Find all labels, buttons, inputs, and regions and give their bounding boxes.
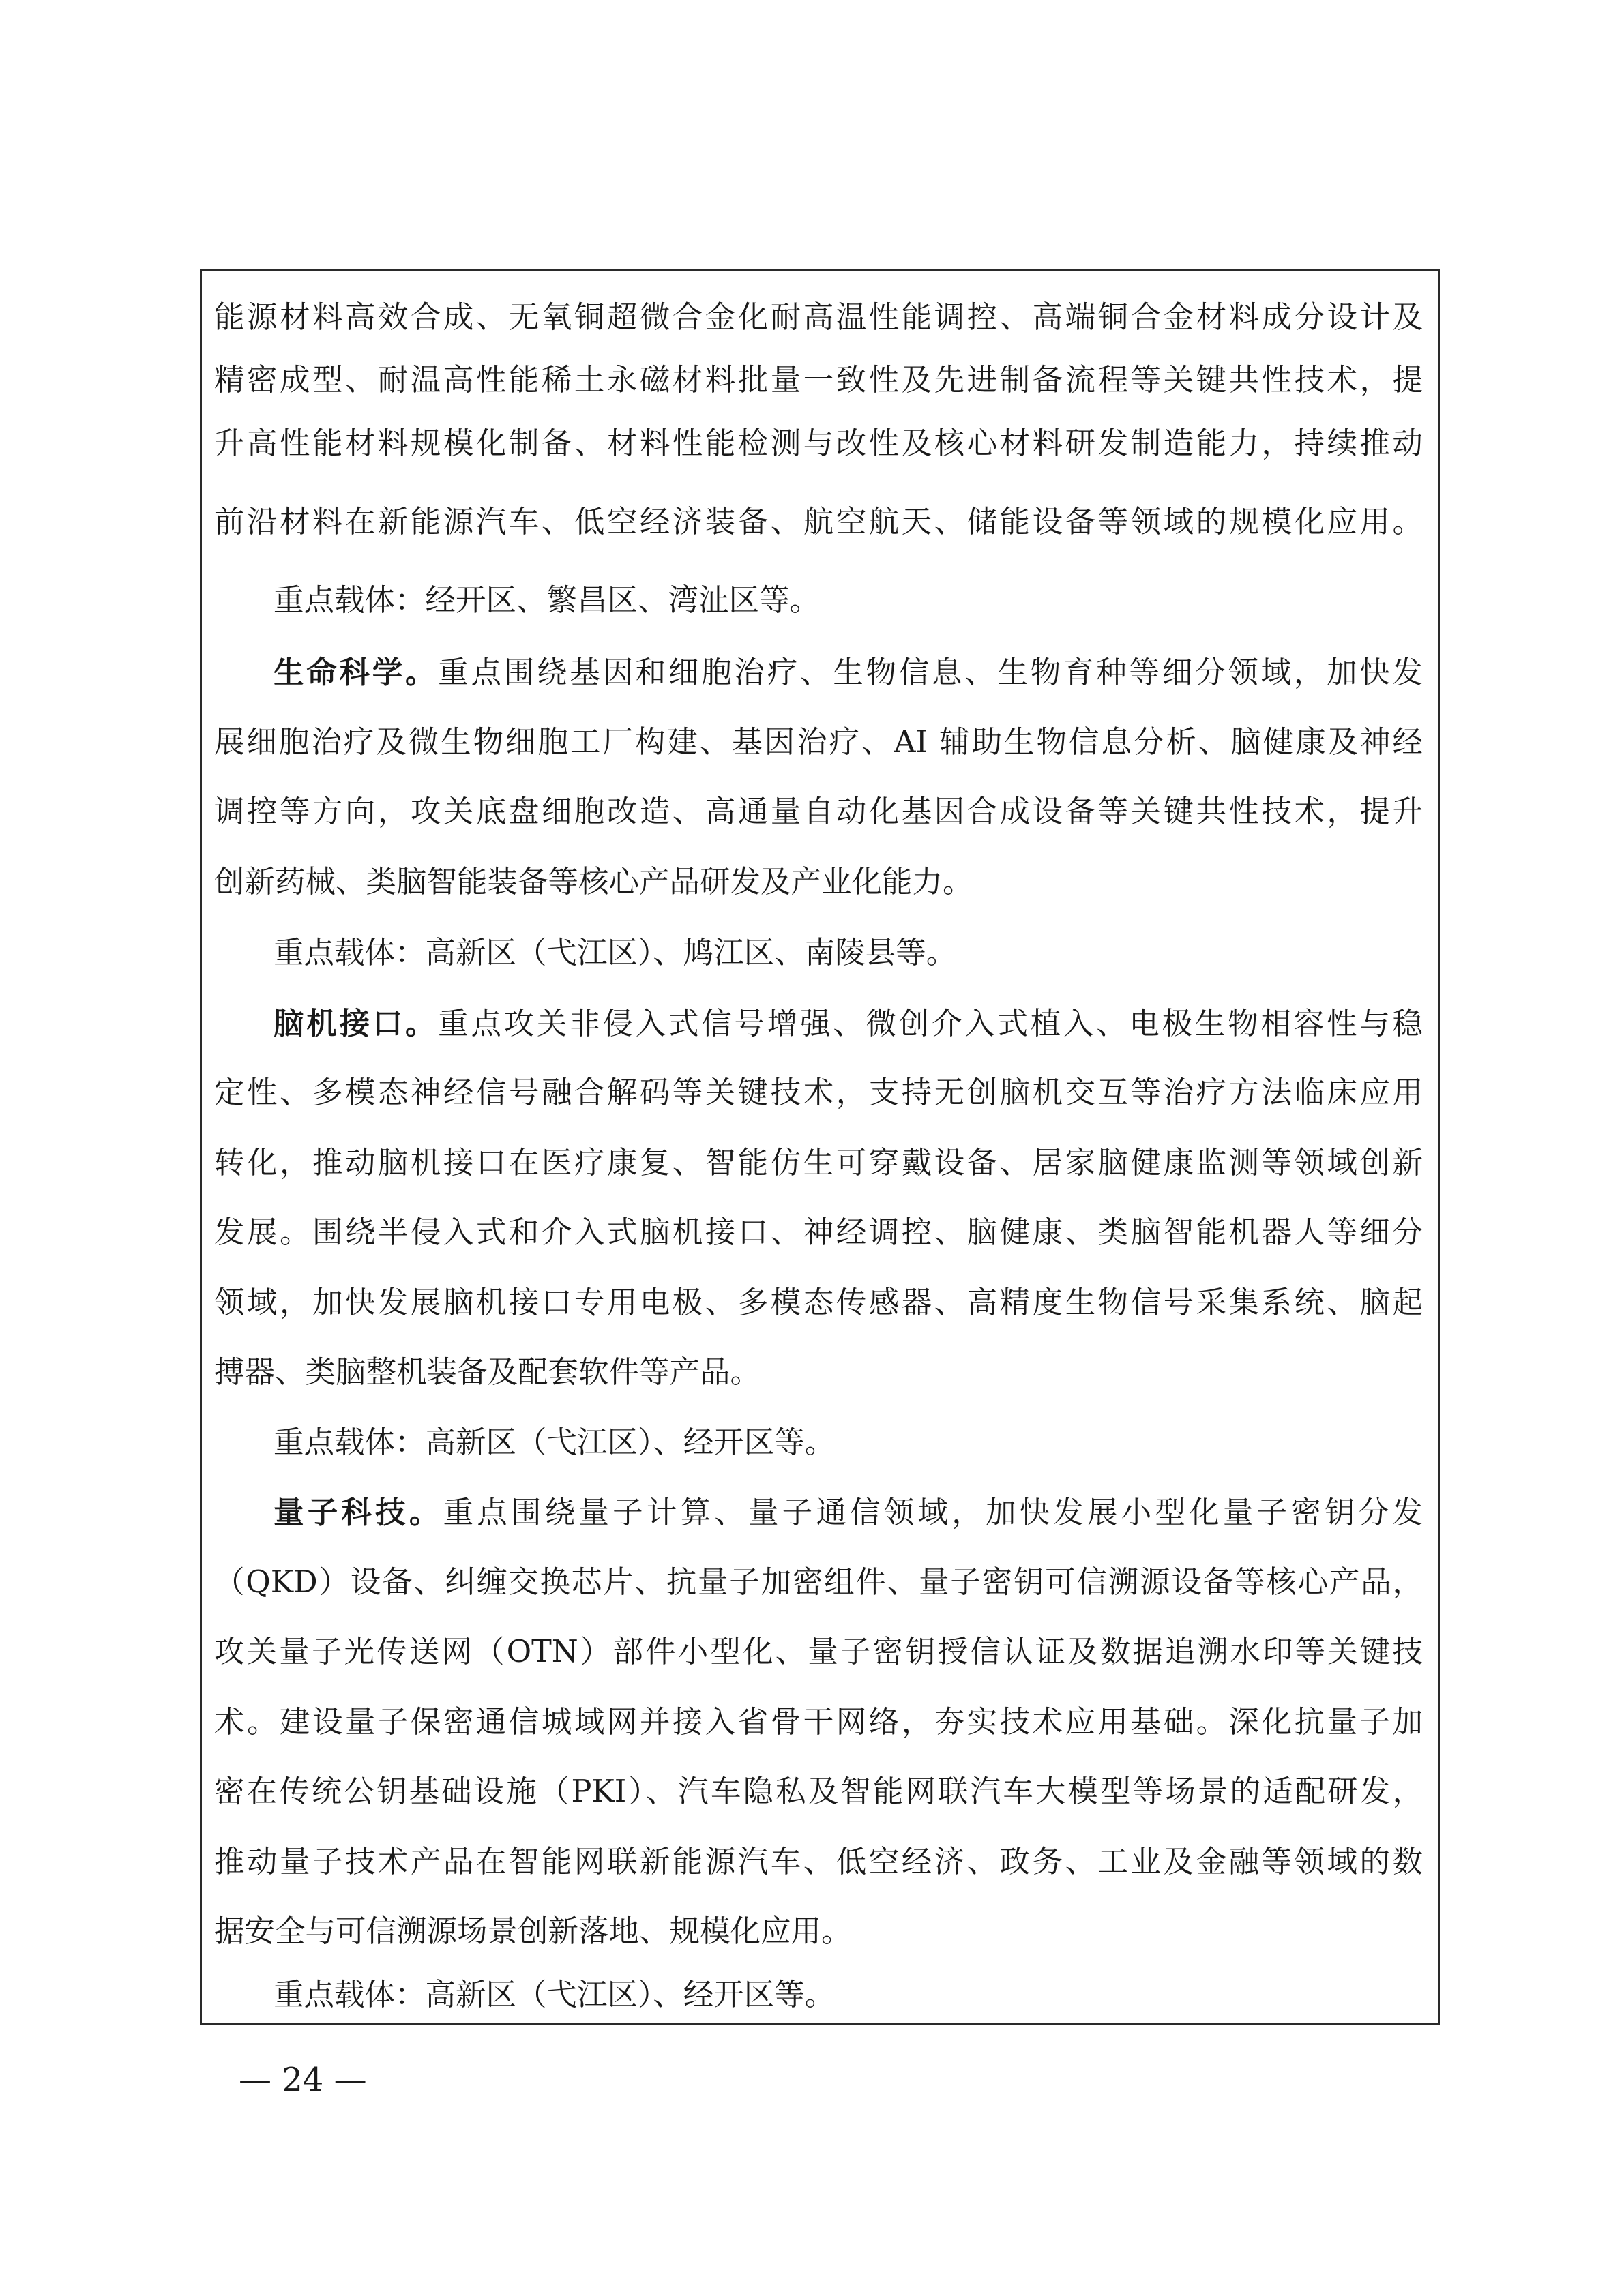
paragraph-line: 推动量子技术产品在智能网联新能源汽车、低空经济、政务、工业及金融等领域的数 (214, 1845, 1423, 1879)
key-carrier-line: 重点载体：经开区、繁昌区、湾沚区等。 (274, 583, 821, 618)
paragraph-line: 定性、多模态神经信号融合解码等关键技术，支持无创脑机交互等治疗方法临床应用 (214, 1075, 1423, 1110)
paragraph-line: 转化，推动脑机接口在医疗康复、智能仿生可穿戴设备、居家脑健康监测等领域创新 (214, 1146, 1423, 1180)
paragraph-line: 精密成型、耐温高性能稀土永磁材料批量一致性及先进制备流程等关键共性技术，提 (214, 363, 1423, 398)
paragraph-line: 升高性能材料规模化制备、材料性能检测与改性及核心材料研发制造能力，持续推动 (214, 426, 1423, 461)
paragraph-line: 领域，加快发展脑机接口专用电极、多模态传感器、高精度生物信号采集系统、脑起 (214, 1285, 1423, 1320)
paragraph-line: 创新药械、类脑智能装备等核心产品研发及产业化能力。 (214, 865, 973, 899)
paragraph-line: 据安全与可信溯源场景创新落地、规模化应用。 (214, 1914, 852, 1949)
paragraph-line: 搏器、类脑整机装备及配套软件等产品。 (214, 1355, 761, 1390)
paragraph-line: 术。建设量子保密通信城域网并接入省骨干网络，夯实技术应用基础。深化抗量子加 (214, 1705, 1423, 1740)
key-carrier-line: 重点载体：高新区（弋江区）、经开区等。 (274, 1425, 836, 1460)
paragraph-line: 前沿材料在新能源汽车、低空经济装备、航空航天、储能设备等领域的规模化应用。 (214, 505, 1423, 539)
paragraph-line: 调控等方向，攻关底盘细胞改造、高通量自动化基因合成设备等关键共性技术，提升 (214, 794, 1423, 829)
paragraph-line: 能源材料高效合成、无氧铜超微合金化耐高温性能调控、高端铜合金材料成分设计及 (214, 300, 1423, 335)
key-carrier-line: 重点载体：高新区（弋江区）、经开区等。 (274, 1978, 836, 2012)
paragraph-line: 密在传统公钥基础设施（PKI）、汽车隐私及智能网联汽车大模型等场景的适配研发， (214, 1774, 1423, 1809)
section-first-line: 生命科学。重点围绕基因和细胞治疗、生物信息、生物育种等细分领域，加快发 (274, 655, 1423, 690)
paragraph-line: （QKD）设备、纠缠交换芯片、抗量子加密组件、量子密钥可信溯源设备等核心产品， (214, 1565, 1423, 1600)
page-number: — 24 — (239, 2061, 367, 2099)
section-first-line: 量子科技。重点围绕量子计算、量子通信领域，加快发展小型化量子密钥分发 (274, 1495, 1423, 1530)
section-heading: 生命科学。 (274, 655, 439, 690)
key-carrier-line: 重点载体：高新区（弋江区）、鸠江区、南陵县等。 (274, 936, 957, 970)
paragraph-line: 攻关量子光传送网（OTN）部件小型化、量子密钥授信认证及数据追溯水印等关键技 (214, 1635, 1423, 1669)
paragraph-line: 展细胞治疗及微生物细胞工厂构建、基因治疗、AI 辅助生物信息分析、脑健康及神经 (214, 725, 1423, 760)
section-heading: 量子科技。 (274, 1495, 443, 1530)
section-heading: 脑机接口。 (274, 1006, 439, 1041)
section-first-line: 脑机接口。重点攻关非侵入式信号增强、微创介入式植入、电极生物相容性与稳 (274, 1006, 1423, 1041)
paragraph-line: 发展。围绕半侵入式和介入式脑机接口、神经调控、脑健康、类脑智能机器人等细分 (214, 1215, 1423, 1250)
